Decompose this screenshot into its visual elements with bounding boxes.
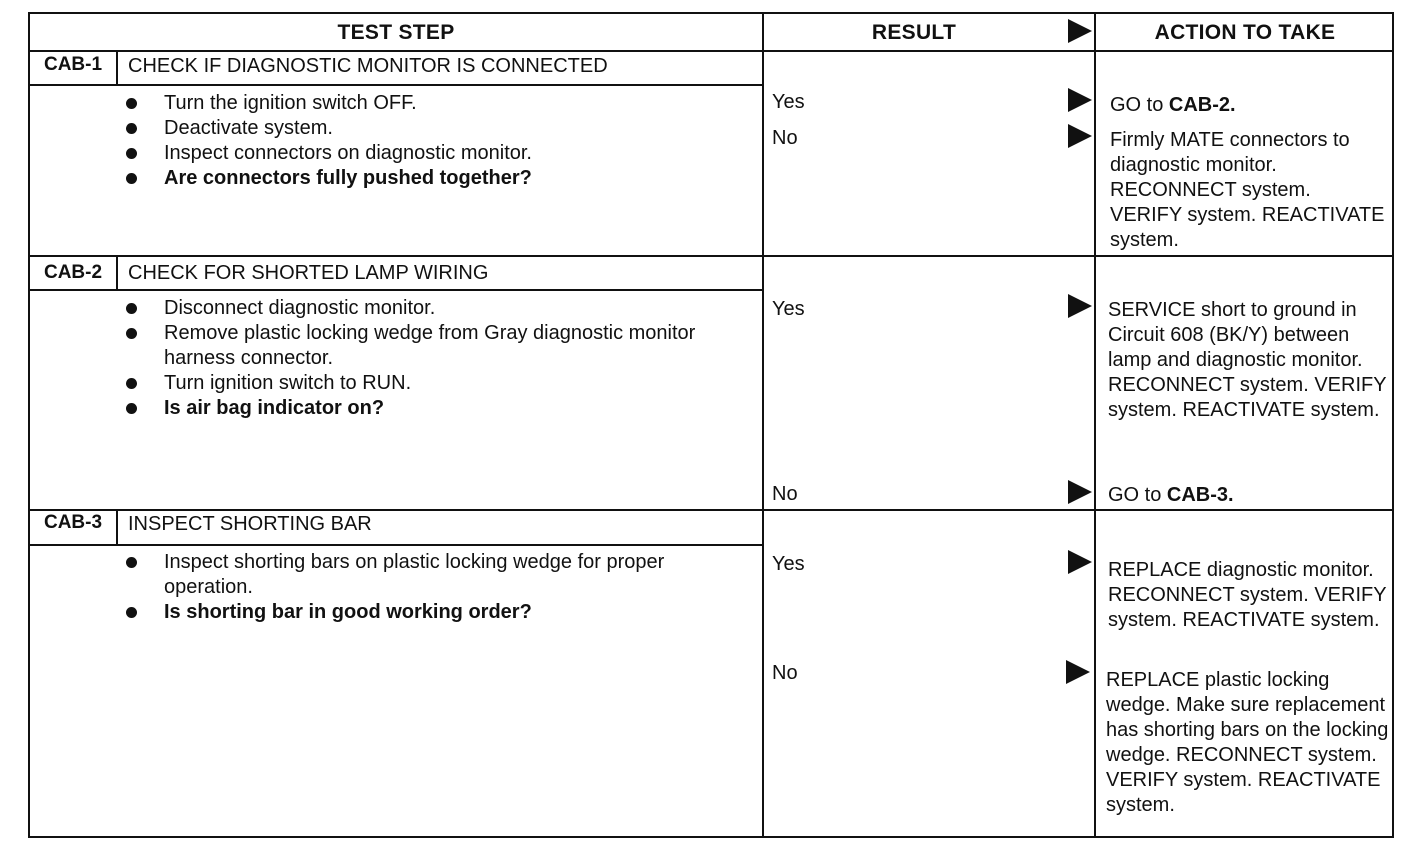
- action-text: REPLACE plastic locking wedge. Make sure replacement has shorting bars on the locking wedge. RECONNECT system. VERIFY system. REACTIVATE system.: [1106, 669, 1389, 816]
- step-item: Deactivate system.: [118, 116, 758, 141]
- section-code: CAB-2: [43, 262, 103, 283]
- step-list: [118, 91, 758, 191]
- result-no: No: [772, 662, 798, 684]
- step-item: Turn ignition switch to RUN.: [118, 371, 758, 396]
- bullet-icon: [126, 557, 137, 568]
- arrow-icon: [1068, 124, 1092, 148]
- section-divider: [30, 255, 1392, 257]
- bullet-icon: [126, 148, 137, 159]
- step-item: Remove plastic locking wedge from Gray diagnostic monitor harness connector.: [118, 321, 758, 371]
- action-text: SERVICE short to ground in Circuit 608 (BK/Y) between lamp and diagnostic monitor. RECONNECT system. VERIFY system. REACTIVATE system.: [1108, 299, 1387, 421]
- bullet-icon: [126, 378, 137, 389]
- result-no: No: [772, 483, 798, 505]
- step-reference: CAB-2.: [1168, 94, 1236, 116]
- section-code: CAB-3: [43, 512, 103, 533]
- step-item: Disconnect diagnostic monitor.: [118, 296, 758, 321]
- header-arrow-icon: [1068, 19, 1092, 43]
- bullet-icon: [126, 303, 137, 314]
- section-title: INSPECT SHORTING BAR: [128, 513, 372, 535]
- step-item: Inspect connectors on diagnostic monitor.: [118, 141, 758, 166]
- section-code: CAB-1: [43, 54, 103, 75]
- action-text: Firmly MATE connectors to diagnostic monitor. RECONNECT system. VERIFY system. REACTIVATE system.: [1110, 129, 1385, 251]
- section-title: CHECK FOR SHORTED LAMP WIRING: [128, 262, 489, 284]
- title-divider: [30, 544, 762, 546]
- result-yes: Yes: [772, 91, 805, 113]
- result-yes: Yes: [772, 298, 805, 320]
- diagnostic-test-table: [28, 12, 1394, 838]
- code-divider: [116, 51, 118, 85]
- step-item: Inspect shorting bars on plastic locking wedge for proper operation.: [118, 550, 758, 600]
- bullet-icon: [126, 328, 137, 339]
- section-title: CHECK IF DIAGNOSTIC MONITOR IS CONNECTED: [128, 55, 608, 77]
- step-list: [118, 296, 758, 421]
- arrow-icon: [1068, 480, 1092, 504]
- result-no: No: [772, 127, 798, 149]
- step-list: [118, 550, 758, 625]
- step-question: Is shorting bar in good working order?: [118, 600, 758, 625]
- action-text: GO to CAB-3.: [1108, 484, 1234, 506]
- bullet-icon: [126, 403, 137, 414]
- title-divider: [30, 84, 762, 86]
- header-divider: [30, 50, 1392, 52]
- header-test-step: TEST STEP: [337, 21, 455, 44]
- result-yes: Yes: [772, 553, 805, 575]
- bullet-icon: [126, 123, 137, 134]
- bullet-icon: [126, 607, 137, 618]
- section-divider: [30, 509, 1392, 511]
- step-reference: CAB-3.: [1166, 484, 1234, 506]
- arrow-icon: [1066, 660, 1090, 684]
- code-divider: [116, 257, 118, 290]
- header-result: RESULT: [871, 21, 957, 44]
- step-item: Turn the ignition switch OFF.: [118, 91, 758, 116]
- step-question: Is air bag indicator on?: [118, 396, 758, 421]
- title-divider: [30, 289, 762, 291]
- step-question: Are connectors fully pushed together?: [118, 166, 758, 191]
- arrow-icon: [1068, 294, 1092, 318]
- bullet-icon: [126, 173, 137, 184]
- header-action: ACTION TO TAKE: [1154, 21, 1336, 44]
- action-text: REPLACE diagnostic monitor. RECONNECT system. VERIFY system. REACTIVATE system.: [1108, 559, 1387, 631]
- code-divider: [116, 511, 118, 545]
- arrow-icon: [1068, 88, 1092, 112]
- arrow-icon: [1068, 550, 1092, 574]
- action-text: GO to CAB-2.: [1110, 94, 1236, 116]
- bullet-icon: [126, 98, 137, 109]
- divider-result-action: [1094, 14, 1096, 836]
- divider-test-result: [762, 14, 764, 836]
